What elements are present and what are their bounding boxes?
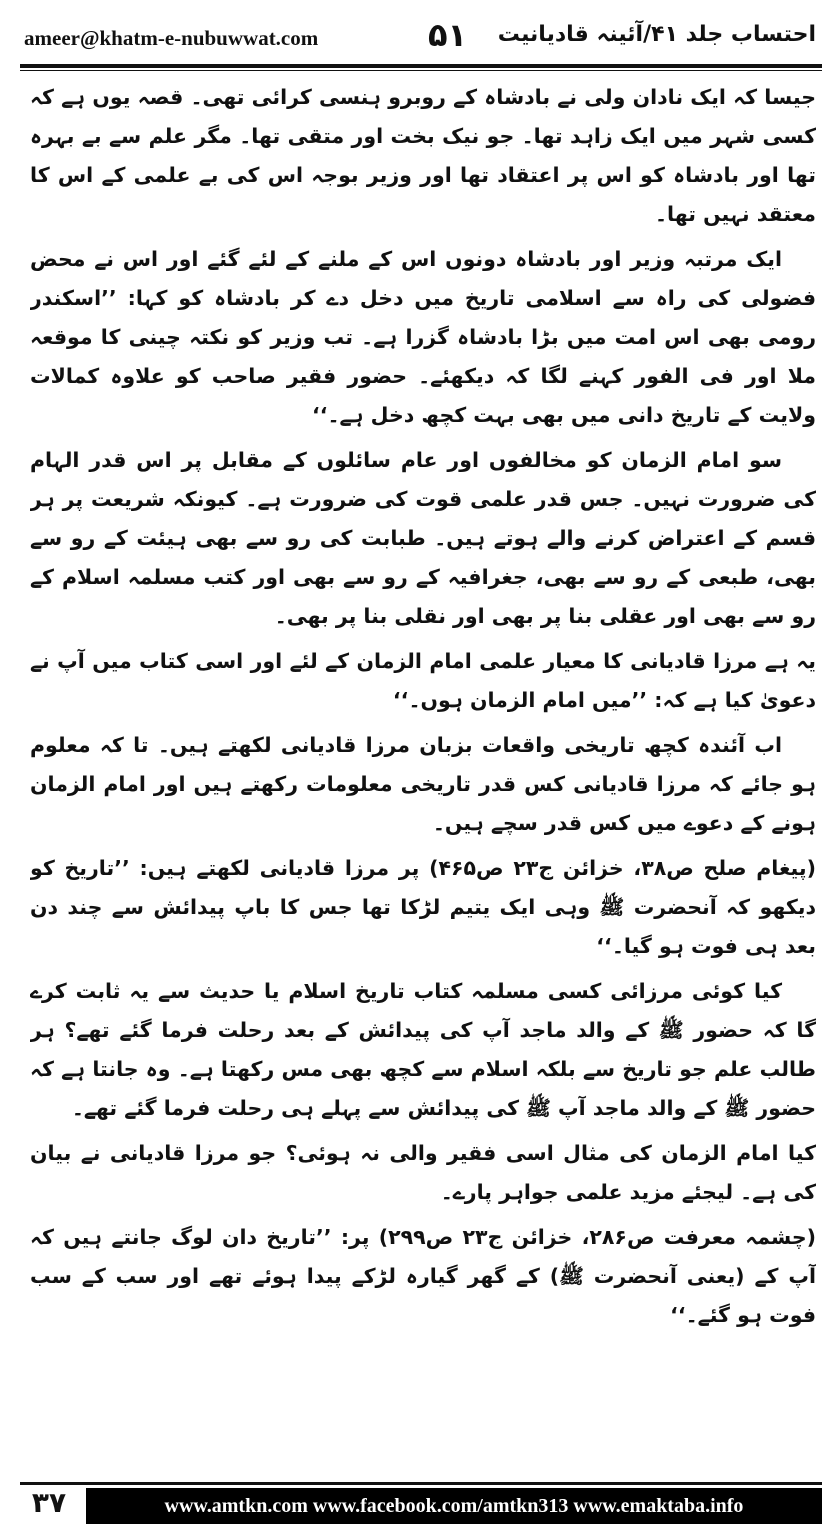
paragraph: اب آئندہ کچھ تاریخی واقعات بزبان مرزا قادیانی لکھتے ہیں۔ تا کہ معلوم ہو جائے کہ مرزا قادیانی کس قدر تاریخی معلومات رکھتے ہیں اور امام الزمان ہونے کے دعوے میں کس قدر سچے ہیں۔ xyxy=(30,733,816,835)
paragraph: (چشمہ معرفت ص۲۸۶، خزائن ج۲۳ ص۲۹۹) پر: ’’تاریخ دان لوگ جانتے ہیں کہ آپ کے (یعنی آنحضرت ﷺ) کے گھر گیارہ لڑکے پیدا ہوئے تھے اور سب کے سب فوت ہو گئے۔‘‘ xyxy=(30,1225,816,1327)
paragraph: جیسا کہ ایک نادان ولی نے بادشاہ کے روبرو ہنسی کرائی تھی۔ قصہ یوں ہے کہ کسی شہر میں ایک زاہد تھا۔ جو نیک بخت اور متقی تھا۔ مگر علم سے بے بہرہ تھا اور بادشاہ کو اس پر اعتقاد تھا اور وزیر بوجہ اس کی بے علمی کے اس کا معتقد نہیں تھا۔ xyxy=(30,85,816,226)
header-rule-thick xyxy=(20,64,822,68)
paragraph: سو امام الزمان کو مخالفوں اور عام سائلوں کے مقابل پر اس قدر الہام کی ضرورت نہیں۔ جس قدر علمی قوت کی ضرورت ہے۔ کیونکہ شریعت پر ہر قسم کے اعتراض کرنے والے ہوتے ہیں۔ طبابت کی رو سے بھی ہیئت کے رو سے بھی، طبعی کے رو سے بھی، جغرافیہ کے رو سے بھی اور کتب مسلمہ اسلام کے رو سے بھی اور عقلی بنا پر بھی اور نقلی بنا پر بھی۔ xyxy=(30,448,816,628)
footer-page-number: ۳۷ xyxy=(31,1486,67,1519)
footer-rule xyxy=(20,1482,822,1485)
page-header xyxy=(20,12,822,62)
page-body xyxy=(30,78,816,1470)
paragraph: کیا امام الزمان کی مثال اسی فقیر والی نہ ہوئی؟ جو مرزا قادیانی نے بیان کی ہے۔ لیجئے مزید علمی جواہر پارے۔ xyxy=(30,1141,816,1204)
page-footer xyxy=(20,1482,822,1526)
header-page-number: ۵۱ xyxy=(428,16,468,54)
header-rule-thin xyxy=(20,70,822,71)
header-email: ameer@khatm-e-nubuwwat.com xyxy=(24,26,319,50)
paragraph: (پیغام صلح ص۳۸، خزائن ج۲۳ ص۴۶۵) پر مرزا قادیانی لکھتے ہیں: ’’تاریخ کو دیکھو کہ آنحضرت ﷺ وہی ایک یتیم لڑکا تھا جس کا باپ پیدائش سے چند دن بعد ہی فوت ہو گیا۔‘‘ xyxy=(30,856,816,958)
header-book-title: احتساب جلد ۴۱/آئینہ قادیانیت xyxy=(497,22,816,47)
footer-links-bar: www.amtkn.com www.facebook.com/amtkn313 www.emaktaba.info xyxy=(86,1488,822,1524)
paragraph: ایک مرتبہ وزیر اور بادشاہ دونوں اس کے ملنے کے لئے گئے اور اس نے محض فضولی کی راہ سے اسلامی تاریخ میں دخل دے کر بادشاہ کو کہا: ’’اسکندر رومی بھی اس امت میں بڑا بادشاہ گزرا ہے۔ تب وزیر کو نکتہ چینی کا موقعہ ملا اور فی الفور کہنے لگا کہ دیکھئے۔ حضور فقیر صاحب کو علاوہ کمالات ولایت کے تاریخ دانی میں بھی بہت کچھ دخل ہے۔‘‘ xyxy=(30,247,816,427)
paragraph: یہ ہے مرزا قادیانی کا معیار علمی امام الزمان کے لئے اور اسی کتاب میں آپ نے دعویٰ کیا ہے کہ: ’’میں امام الزمان ہوں۔‘‘ xyxy=(30,649,816,712)
paragraph: کیا کوئی مرزائی کسی مسلمہ کتاب تاریخ اسلام یا حدیث سے یہ ثابت کرے گا کہ حضور ﷺ کے والد ماجد آپ کی پیدائش کے بعد رحلت فرما گئے تھے؟ ہر طالب علم جو تاریخ سے بلکہ اسلام سے کچھ بھی مس رکھتا ہے۔ وہ جانتا ہے کہ حضور ﷺ کے والد ماجد آپ ﷺ کی پیدائش سے پہلے ہی رحلت فرما گئے تھے۔ xyxy=(30,979,816,1120)
